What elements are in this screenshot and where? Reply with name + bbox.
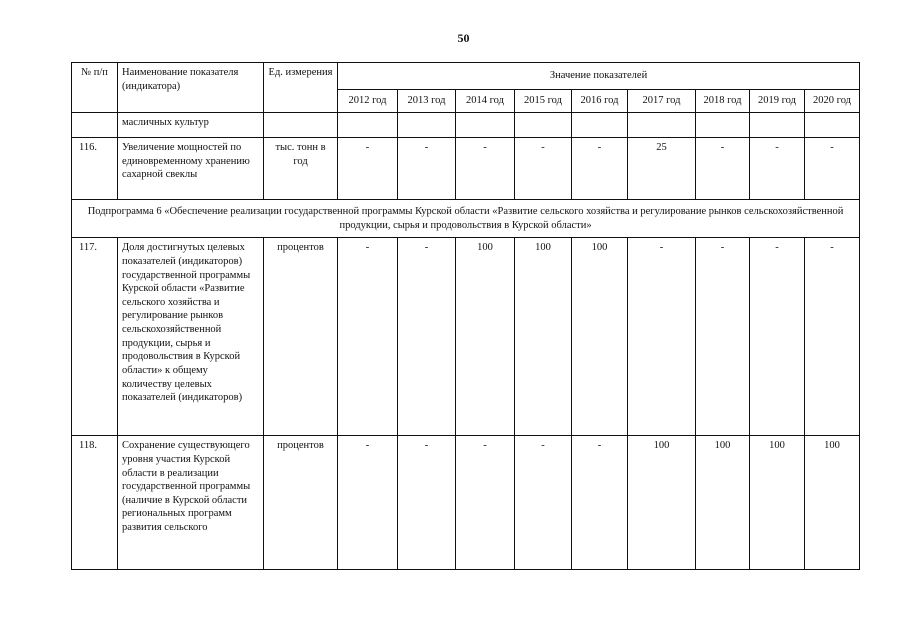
- value-cell: -: [750, 238, 805, 436]
- subprogram-row: [72, 200, 860, 238]
- value-cell: 100: [696, 436, 750, 570]
- value-cell: [750, 113, 805, 138]
- header-year-2015: 2015 год: [515, 90, 572, 113]
- row-unit: [264, 113, 338, 138]
- value-cell: 25: [628, 138, 696, 200]
- value-cell: -: [805, 138, 860, 200]
- value-cell: [572, 113, 628, 138]
- value-cell: 100: [572, 238, 628, 436]
- value-cell: 100: [805, 436, 860, 570]
- value-cell: 100: [628, 436, 696, 570]
- value-cell: [338, 113, 398, 138]
- row-unit: тыс. тонн в год: [264, 138, 338, 200]
- value-cell: [456, 113, 515, 138]
- row-indicator-name: масличных культур: [118, 113, 264, 138]
- row-num: [72, 113, 118, 138]
- header-year-2016: 2016 год: [572, 90, 628, 113]
- row-indicator-name: Доля достигнутых целевых показателей (индикаторов) государственной программы Курской области «Развитие сельского хозяйства и регулирование рынков сельскохозяйственной продукции, сырья и продовольствия в Курской области» к общему количеству целевых показателей (индикаторов): [118, 238, 264, 436]
- header-year-2014: 2014 год: [456, 90, 515, 113]
- header-year-2019: 2019 год: [750, 90, 805, 113]
- value-cell: -: [398, 238, 456, 436]
- value-cell: [515, 113, 572, 138]
- value-cell: -: [572, 436, 628, 570]
- value-cell: -: [456, 138, 515, 200]
- header-year-2013: 2013 год: [398, 90, 456, 113]
- table-row: [72, 138, 860, 200]
- header-num: № п/п: [72, 63, 118, 113]
- value-cell: -: [398, 138, 456, 200]
- value-cell: 100: [456, 238, 515, 436]
- value-cell: [805, 113, 860, 138]
- value-cell: -: [338, 436, 398, 570]
- row-num: 116.: [72, 138, 118, 200]
- row-unit: процентов: [264, 436, 338, 570]
- header-year-2018: 2018 год: [696, 90, 750, 113]
- table-row: [72, 113, 860, 138]
- header-unit: Ед. измерения: [264, 63, 338, 113]
- header-indicator-name: Наименование показателя (индикатора): [118, 63, 264, 113]
- value-cell: -: [456, 436, 515, 570]
- value-cell: -: [750, 138, 805, 200]
- value-cell: 100: [750, 436, 805, 570]
- value-cell: -: [628, 238, 696, 436]
- value-cell: -: [515, 436, 572, 570]
- page-number: 50: [457, 31, 470, 45]
- row-indicator-name: Сохранение существующего уровня участия Курской области в реализации государственной программы (наличие в Курской области региональных программ развития сельского: [118, 436, 264, 570]
- row-num: 117.: [72, 238, 118, 436]
- table-row: [72, 238, 860, 436]
- table-header-row: [72, 63, 860, 90]
- row-indicator-name: Увеличение мощностей по единовременному хранению сахарной свеклы: [118, 138, 264, 200]
- header-year-2020: 2020 год: [805, 90, 860, 113]
- value-cell: -: [572, 138, 628, 200]
- value-cell: [628, 113, 696, 138]
- value-cell: [398, 113, 456, 138]
- value-cell: -: [515, 138, 572, 200]
- value-cell: 100: [515, 238, 572, 436]
- table-row: [72, 436, 860, 570]
- row-unit: процентов: [264, 238, 338, 436]
- subprogram-title: Подпрограмма 6 «Обеспечение реализации государственной программы Курской области «Развитие сельского хозяйства и регулирование рынков сельскохозяйственной продукции, сырья и продовольствия в Курской области»: [72, 200, 860, 238]
- indicators-table: [71, 62, 860, 570]
- value-cell: -: [805, 238, 860, 436]
- header-values: Значение показателей: [338, 63, 860, 90]
- value-cell: [696, 113, 750, 138]
- value-cell: -: [696, 238, 750, 436]
- header-year-2017: 2017 год: [628, 90, 696, 113]
- header-year-2012: 2012 год: [338, 90, 398, 113]
- row-num: 118.: [72, 436, 118, 570]
- value-cell: -: [398, 436, 456, 570]
- value-cell: -: [338, 238, 398, 436]
- value-cell: -: [696, 138, 750, 200]
- value-cell: -: [338, 138, 398, 200]
